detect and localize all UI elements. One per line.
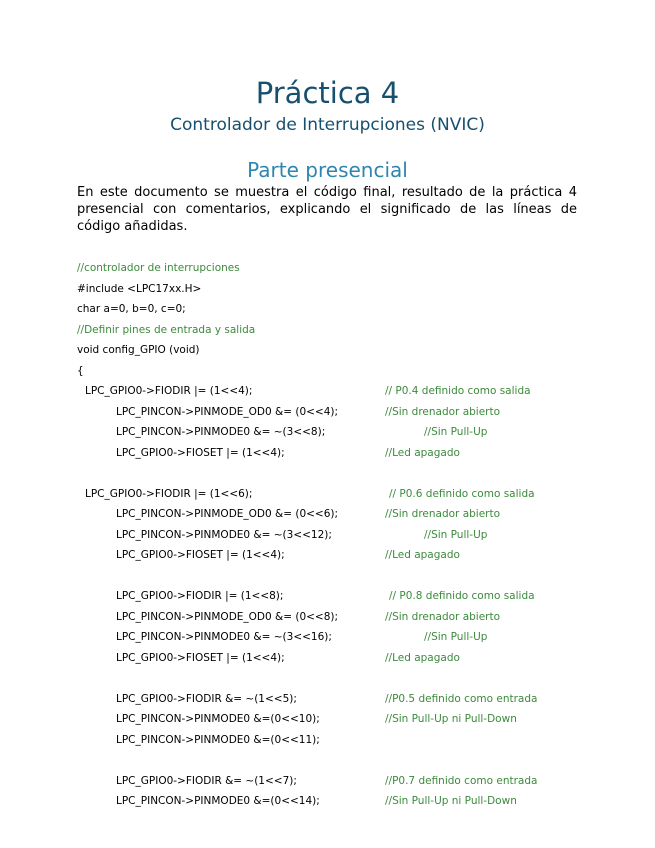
code-comment: //Sin drenador abierto — [385, 405, 501, 418]
code-comment: //Definir pines de entrada y salida — [77, 323, 256, 336]
code-comment: //Sin Pull-Up — [424, 631, 488, 643]
code-comment: //P0.7 definido como entrada — [385, 774, 538, 787]
code-text: LPC_PINCON->PINMODE0 &= ~(3<<16); — [116, 631, 332, 643]
code-comment: // P0.8 definido como salida — [389, 590, 535, 602]
code-comment: //Sin drenador abierto — [385, 508, 501, 520]
code-comment: //P0.5 definido como entrada — [385, 692, 538, 705]
code-line — [0, 361, 655, 382]
code-line — [0, 484, 655, 505]
code-text: LPC_PINCON->PINMODE0 &= ~(3<<8); — [116, 426, 326, 438]
code-line — [0, 545, 655, 566]
code-line — [0, 648, 655, 669]
code-text: LPC_PINCON->PINMODE0 &=(0<<14); — [116, 795, 320, 807]
code-line — [0, 627, 655, 648]
code-line — [0, 525, 655, 546]
code-line — [0, 566, 655, 587]
code-text: LPC_GPIO0->FIODIR &= ~(1<<7); — [116, 774, 297, 787]
code-line — [0, 586, 655, 607]
code-text: LPC_GPIO0->FIODIR |= (1<<4); — [85, 385, 253, 397]
code-text: LPC_PINCON->PINMODE0 &= ~(3<<12); — [116, 528, 332, 541]
code-comment: //Led apagado — [385, 549, 460, 561]
code-comment: //Sin Pull-Up — [424, 528, 488, 541]
code-line — [0, 258, 655, 279]
code-listing — [0, 258, 655, 812]
section-heading: Parte presencial — [247, 158, 408, 182]
code-text: LPC_PINCON->PINMODE_OD0 &= (0<<6); — [116, 508, 339, 520]
code-line — [0, 299, 655, 320]
code-line — [0, 730, 655, 751]
code-line — [0, 607, 655, 628]
code-text: { — [77, 364, 84, 377]
code-text: LPC_GPIO0->FIODIR &= ~(1<<5); — [116, 692, 297, 705]
code-line — [0, 689, 655, 710]
code-line — [0, 668, 655, 689]
code-line — [0, 381, 655, 402]
code-text: LPC_GPIO0->FIODIR |= (1<<6); — [85, 487, 253, 500]
code-text: LPC_PINCON->PINMODE_OD0 &= (0<<8); — [116, 610, 339, 623]
code-line — [0, 750, 655, 771]
intro-paragraph: En este documento se muestra el código final, resultado de la práctica 4 presencial con comentarios, explicando el significado de las líneas de código añadidas. — [77, 185, 577, 234]
code-line — [0, 709, 655, 730]
code-comment: //Sin drenador abierto — [385, 610, 501, 623]
code-text: LPC_PINCON->PINMODE_OD0 &= (0<<4); — [116, 405, 339, 418]
code-line — [0, 463, 655, 484]
code-comment: //Led apagado — [385, 651, 460, 664]
code-text: LPC_GPIO0->FIOSET |= (1<<4); — [116, 446, 285, 459]
code-text: LPC_GPIO0->FIOSET |= (1<<4); — [116, 549, 285, 561]
code-line — [0, 791, 655, 812]
code-text: LPC_PINCON->PINMODE0 &=(0<<11); — [116, 733, 320, 746]
code-line — [0, 422, 655, 443]
code-line — [0, 443, 655, 464]
code-text: LPC_PINCON->PINMODE0 &=(0<<10); — [116, 713, 320, 725]
code-comment: //Sin Pull-Up — [424, 426, 488, 438]
document-title: Práctica 4 — [255, 76, 400, 110]
code-line — [0, 340, 655, 361]
code-line — [0, 320, 655, 341]
code-comment: //Sin Pull-Up ni Pull-Down — [385, 713, 517, 725]
code-line — [0, 402, 655, 423]
code-comment: // P0.4 definido como salida — [385, 385, 531, 397]
code-comment: //Sin Pull-Up ni Pull-Down — [385, 795, 517, 807]
code-text: void config_GPIO (void) — [77, 344, 200, 356]
code-line — [0, 504, 655, 525]
code-comment: //controlador de interrupciones — [77, 262, 240, 274]
code-text: #include <LPC17xx.H> — [77, 282, 202, 295]
code-text: char a=0, b=0, c=0; — [77, 303, 186, 315]
code-text: LPC_GPIO0->FIODIR |= (1<<8); — [116, 590, 284, 602]
code-comment: //Led apagado — [385, 446, 460, 459]
code-line — [0, 279, 655, 300]
code-line — [0, 771, 655, 792]
code-comment: // P0.6 definido como salida — [389, 487, 535, 500]
code-text: LPC_GPIO0->FIOSET |= (1<<4); — [116, 651, 285, 664]
document-subtitle: Controlador de Interrupciones (NVIC) — [170, 115, 485, 135]
